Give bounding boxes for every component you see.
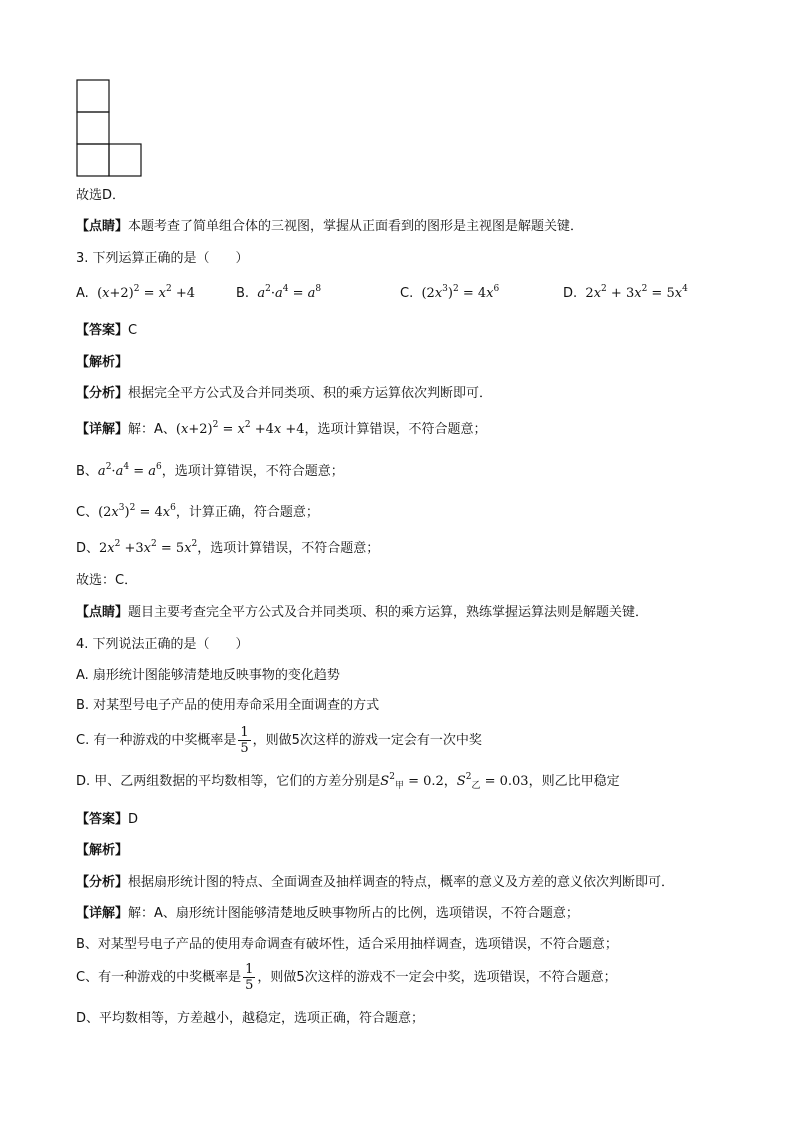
q4-option-b: B. 对某型号电子产品的使用寿命采用全面调查的方式 (76, 698, 380, 713)
front-view-figure (76, 79, 144, 177)
q3-fenxi: 【分析】根据完全平方公式及合并同类项、积的乘方运算依次判断即可． (76, 386, 493, 401)
q3-xiangjie-c: C、$(2x^3)^2 = 4x^6$，计算正确，符合题意； (76, 503, 319, 520)
prev-conclusion: 故选D． (76, 188, 126, 203)
q3-analysis-tag: 【解析】 (76, 355, 129, 370)
q3-option-d: D. $2x^2 + 3x^2 = 5x^4$ (563, 284, 688, 301)
q3-stem: 3. 下列运算正确的是（ ） (76, 251, 249, 266)
q3-option-b: B. $a^2\cdot a^4 = a^8$ (236, 284, 322, 301)
q4-fenxi: 【分析】根据扇形统计图的特点、全面调查及抽样调查的特点，概率的意义及方差的意义依次判断即可． (76, 875, 675, 890)
q3-answer: 【答案】C (76, 323, 138, 338)
q3-xiangjie-b: B、$a^2\cdot a^4 = a^6$，选项计算错误，不符合题意； (76, 462, 344, 479)
q4-xiangjie-b: B、对某型号电子产品的使用寿命调查有破坏性，适合采用抽样调查，选项错误，不符合题意； (76, 937, 618, 952)
q4-analysis-tag: 【解析】 (76, 843, 129, 858)
q4-answer: 【答案】D (76, 812, 139, 827)
q4-option-c: C. 有一种游戏的中奖概率是 $\frac{1}{5}$ ，则做5次这样的游戏一定会有一次中奖 (76, 725, 482, 756)
q4-option-d: D. 甲、乙两组数据的平均数相等，它们的方差分别是$S^2_甲 = 0.2$，$S^2_乙 = 0.03$，则乙比甲稳定 (76, 772, 620, 791)
fraction-one-fifth: $\frac{1}{5}$ (240, 725, 249, 756)
prev-comment (76, 218, 583, 236)
q3-comment: 【点睛】题目主要考查完全平方公式及合并同类项、积的乘方运算，熟练掌握运算法则是解题关键． (76, 605, 649, 620)
q4-xiangjie-c: C、有一种游戏的中奖概率是 $\frac{1}{5}$ ，则做5次这样的游戏不一定会中奖，选项错误，不符合题意； (76, 962, 617, 993)
q3-conclusion: 故选：C． (76, 573, 138, 588)
q3-xiangjie-d: D、$2x^2 +3x^2 = 5x^2$，选项计算错误，不符合题意； (76, 539, 380, 556)
q4-option-a: A. 扇形统计图能够清楚地反映事物的变化趋势 (76, 668, 340, 683)
q3-option-a: A. $(x+2)^2 = x^2 +4$ (76, 284, 196, 301)
comment-text: 本题考查了简单组合体的三视图，掌握从正面看到的图形是主视图是解题关键． (128, 219, 584, 234)
q3-options (76, 285, 716, 305)
fraction-one-fifth-2: $\frac{1}{5}$ (245, 962, 254, 993)
q3-xiangjie-a: 【详解】解：A、$(x+2)^2 = x^2 +4x +4$，选项计算错误，不符合题意； (76, 420, 487, 437)
q4-stem: 4. 下列说法正确的是（ ） (76, 637, 249, 652)
q3-option-c: C. $(2x^3)^2 = 4x^6$ (400, 284, 500, 301)
comment-tag: 【点睛】 (76, 219, 129, 234)
q4-xiangjie-d: D、平均数相等，方差越小，越稳定，选项正确，符合题意； (76, 1011, 425, 1026)
q4-xiangjie-a: 【详解】解：A、扇形统计图能够清楚地反映事物所占的比例，选项错误，不符合题意； (76, 906, 579, 921)
